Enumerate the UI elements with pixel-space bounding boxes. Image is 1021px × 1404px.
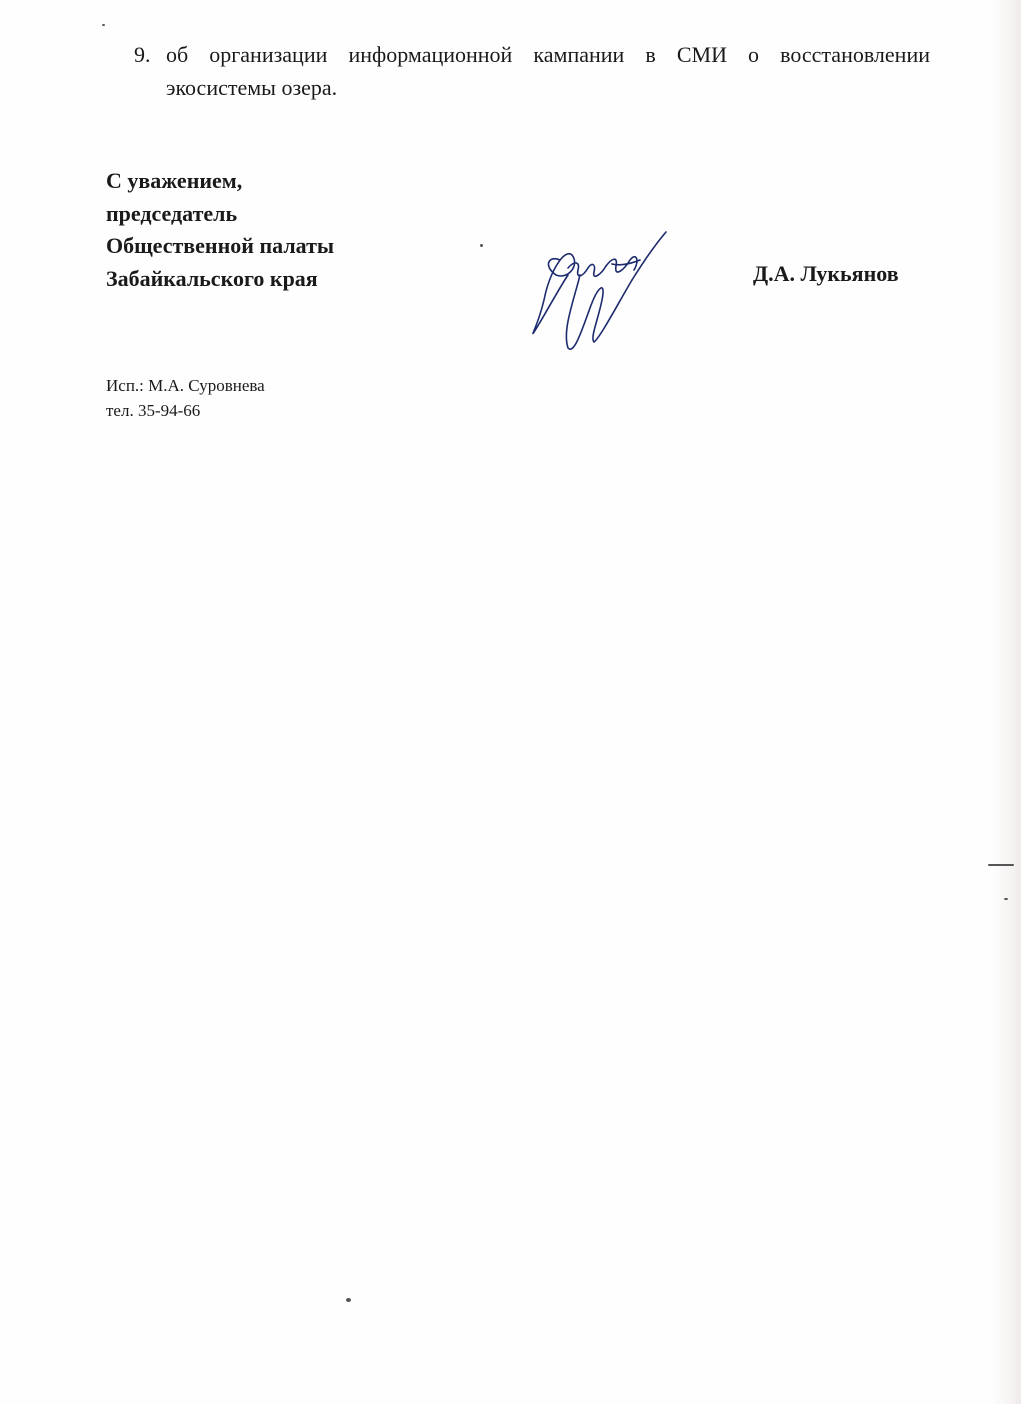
executor-name: Исп.: М.А. Суровнева xyxy=(106,376,265,395)
list-item-number: 9. xyxy=(134,42,151,67)
scan-speck xyxy=(480,244,483,247)
closing-position: председатель xyxy=(106,200,238,226)
handwritten-signature xyxy=(520,220,680,360)
executor-block xyxy=(106,373,265,423)
signer-name: Д.А. Лукьянов xyxy=(753,261,899,286)
closing-organization: Общественной палаты xyxy=(106,233,335,258)
list-item xyxy=(134,38,930,104)
list-item-text: об организации информационной кампании в СМИ о восстановлении экосистемы озера. xyxy=(166,42,930,100)
scan-speck xyxy=(988,864,1014,866)
closing-greeting: С уважением, xyxy=(106,168,243,193)
closing-block xyxy=(106,165,334,295)
scan-speck xyxy=(346,1298,351,1302)
executor-phone: тел. 35-94-66 xyxy=(106,401,201,420)
closing-region: Забайкальского края xyxy=(106,265,318,291)
scan-speck xyxy=(102,24,105,26)
scan-edge-shadow xyxy=(991,0,1021,1404)
scan-speck xyxy=(1004,898,1008,900)
